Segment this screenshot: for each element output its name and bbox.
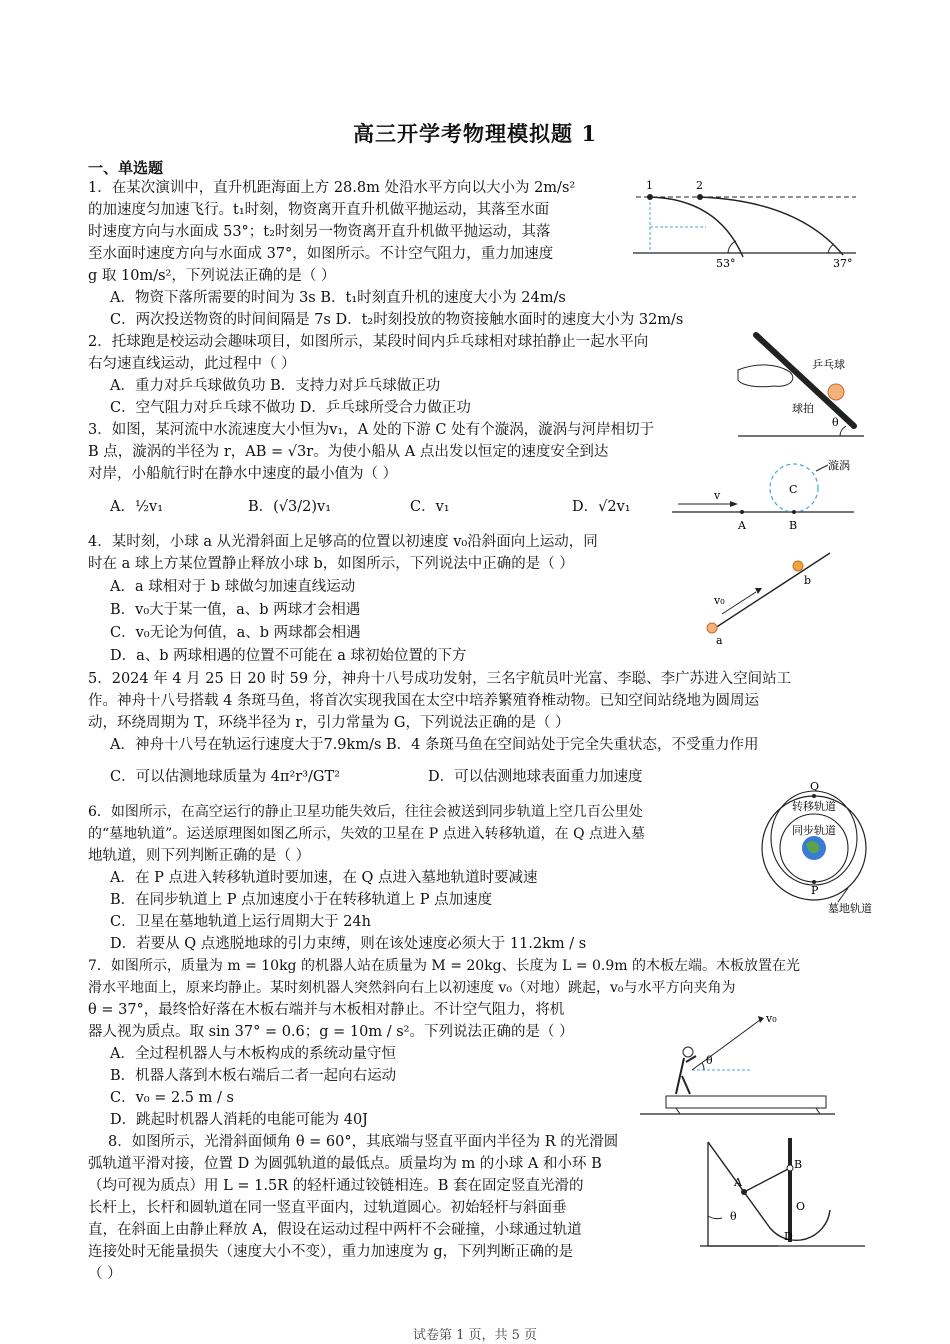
q5-line: 5．2024 年 4 月 25 日 20 时 59 分，神舟十八号成功发射，三名宇航员叶光富、李聪、李广苏进入空间站工 [88,671,792,687]
q1-options: C．两次投送物资的时间间隔是 7s D．t₂时刻投放的物资接触水面时的速度大小为 32m/s [110,312,684,328]
fig6-q-label: Q [810,780,820,793]
page-title: 高三开学考物理模拟题 1 [353,121,597,146]
q8-line: 8．如图所示，光滑斜面倾角 θ = 60°，其底端与竖直平面内半径为 R 的光滑圆 [108,1134,619,1150]
q7-option: B．机器人落到木板右端后二者一起向右运动 [110,1068,397,1084]
fig4-b-label: b [804,574,812,587]
q3-line: 3．如图，某河流中水流速度大小恒为v₁，A 处的下游 C 处有个漩涡，漩涡与河岸相切于 [88,422,655,438]
q4-option: A．a 球相对于 b 球做匀加速直线运动 [110,579,356,595]
q7-line: 器人视为质点。取 sin 37° = 0.6；g = 10m / s²。下列说法正确的是（ ） [88,1024,574,1040]
q7-option: C．v₀ = 2.5 m / s [110,1090,234,1106]
q3-option-d: D．√2v₁ [572,499,631,515]
fig2-theta: θ [832,416,839,429]
q1-options: A．物资下落所需要的时间为 3s B．t₁时刻直升机的速度大小为 24m/s [110,290,566,306]
q3-line: B 点，漩涡的半径为 r，AB = √3r。为使小船从 A 点出发以恒定的速度安全到达 [88,444,609,460]
q3-option-a: A．½v₁ [110,499,164,515]
fig4-v0-label: v₀ [714,594,725,607]
q1-line: 至水面时速度方向与水面成 37°，如图所示。不计空气阻力，重力加速度 [88,246,554,262]
q2-line: 右匀速直线运动，此过程中（ ） [88,356,296,372]
q6-line: 的“墓地轨道”。运送原理图如图乙所示，失效的卫星在 P 点进入转移轨道，在 Q 点进入墓 [88,826,646,842]
q8-line: 弧轨道平滑对接，位置 D 为圆弧轨道的最低点。质量均为 m 的小球 A 和小环 B [88,1156,602,1172]
q4-option: C．v₀无论为何值，a、b 两球都会相遇 [110,625,361,641]
figure-q6 [758,778,883,918]
q7-line: θ = 37°，最终恰好落在木板右端并与木板相对静止。不计空气阻力，将机 [88,1002,565,1018]
fig3-c-label: C [789,483,798,496]
page-footer: 试卷第 1 页，共 5 页 [412,1328,538,1343]
fig1-point-1: 1 [646,179,653,192]
q3-line: 对岸，小船航行时在静水中速度的最小值为（ ） [88,466,398,482]
q6-option: B．在同步轨道上 P 点加速度小于在转移轨道上 P 点加速度 [110,892,493,908]
q2-options: A．重力对乒乓球做负功 B．支持力对乒乓球做正功 [110,378,441,394]
q6-option: D．若要从 Q 点逃脱地球的引力束缚，则在该处速度必须大于 11.2km / s [110,936,587,952]
fig6-p-label: P [811,884,819,897]
q5-line: 动，环绕周期为 T，环绕半径为 r，引力常量为 G，下列说法正确的是（ ） [88,715,570,731]
q3-option-c: C．v₁ [410,499,450,515]
fig8-a-label: A [734,1176,742,1189]
figure-q7 [640,1008,835,1118]
q1-line: 的加速度匀加速飞行。t₁时刻，物资离开直升机做平抛运动，其落至水面 [88,202,550,218]
fig2-racket-label: 球拍 [792,402,814,415]
fig1-angle-53: 53° [716,257,736,270]
q7-option: A．全过程机器人与木板构成的系统动量守恒 [110,1046,396,1062]
q7-line: 滑水平地面上，原来均静止。某时刻机器人突然斜向右上以初速度 v₀（对地）跳起，v₀与水平方向夹角为 [88,980,736,996]
fig8-theta: θ [730,1210,737,1223]
q6-option: C．卫星在墓地轨道上运行周期大于 24h [110,914,371,930]
q5-options: A．神舟十八号在轨运行速度大于7.9km/s B．4 条斑马鱼在空间站处于完全失重状态，不受重力作用 [110,737,759,753]
q2-options: C．空气阻力对乒乓球不做功 D．乒乓球所受合力做正功 [110,400,471,416]
figure-q3 [670,455,860,535]
q4-line: 4．某时刻，小球 a 从光滑斜面上足够高的位置以初速度 v₀沿斜面向上运动，同 [88,534,598,550]
q4-option: D．a、b 两球相遇的位置不可能在 a 球初始位置的下方 [110,648,467,664]
q3-option-b: B．(√3/2)v₁ [248,499,332,515]
fig7-theta: θ [706,1054,713,1067]
section-heading: 一、单选题 [88,159,164,177]
fig3-a-label: A [738,519,746,532]
q6-option: A．在 P 点进入转移轨道时要加速，在 Q 点进入墓地轨道时要减速 [110,870,538,886]
figure-q1 [628,175,860,275]
q1-line: 时速度方向与水面成 53°；t₂时刻另一物资离开直升机做平抛运动，其落 [88,224,551,240]
fig8-o-label: O [796,1200,806,1213]
fig8-b-label: B [794,1158,803,1171]
q8-line: 长杆上，长杆和圆轨道在同一竖直平面内，过轨道圆心。初始轻杆与斜面垂 [88,1200,567,1216]
q7-line: 7．如图所示，质量为 m = 10kg 的机器人站在质量为 M = 20kg、长度为 L = 0.9m 的木板左端。木板放置在光 [88,958,801,974]
fig3-b-label: B [789,519,798,532]
q2-line: 2．托球跑是校运动会趣味项目，如图所示，某段时间内乒乓球相对球拍静止一起水平向 [88,334,649,350]
fig7-v0-label: v₀ [766,1012,777,1025]
q8-line: （ ） [88,1266,122,1282]
q5-option-d: D．可以估测地球表面重力加速度 [428,769,643,785]
q6-line: 6．如图所示，在高空运行的静止卫星功能失效后，往往会被送到同步轨道上空几百公里处 [88,804,643,820]
fig6-sync-label: 同步轨道 [792,824,836,837]
fig3-vortex-label: 漩涡 [828,459,850,472]
fig3-v-label: v [714,489,721,502]
q5-line: 作。神舟十八号搭载 4 条斑马鱼，将首次实现我国在太空中培养繁殖脊椎动物。已知空间站绕地为圆周运 [88,693,759,709]
fig8-d-label: D [784,1230,793,1243]
q4-option: B．v₀大于某一值，a、b 两球才会相遇 [110,602,361,618]
q1-line: g 取 10m/s²，下列说法正确的是（ ） [88,268,336,284]
q6-line: 地轨道，则下列判断正确的是（ ） [88,848,311,864]
fig6-grave-label: 墓地轨道 [828,902,872,915]
fig4-a-label: a [716,634,723,647]
q8-line: （均可视为质点）用 L = 1.5R 的轻杆通过铰链相连。B 套在固定竖直光滑的 [88,1178,584,1194]
fig1-angle-37: 37° [833,257,853,270]
q8-line: 直，在斜面上由静止释放 A，假设在运动过程中两杆不会碰撞，小球通过轨道 [88,1222,582,1238]
q8-line: 连接处时无能量损失（速度大小不变），重力加速度为 g，下列判断正确的是 [88,1244,574,1260]
q5-option-c: C．可以估测地球质量为 4π²r³/GT² [110,769,340,785]
figure-q4 [700,548,840,648]
q7-option: D．跳起时机器人消耗的电能可能为 40J [110,1112,368,1128]
fig6-transfer-label: 转移轨道 [792,800,836,813]
fig1-point-2: 2 [696,179,703,192]
fig2-ball-label: 乒乓球 [812,358,845,371]
q1-line: 1．在某次演训中，直升机距海面上方 28.8m 处沿水平方向以大小为 2m/s² [88,180,576,196]
figure-q2 [728,330,868,440]
q4-line: 时在 a 球上方某位置静止释放小球 b，如图所示，下列说法中正确的是（ ） [88,556,574,572]
figure-q8 [700,1132,865,1252]
